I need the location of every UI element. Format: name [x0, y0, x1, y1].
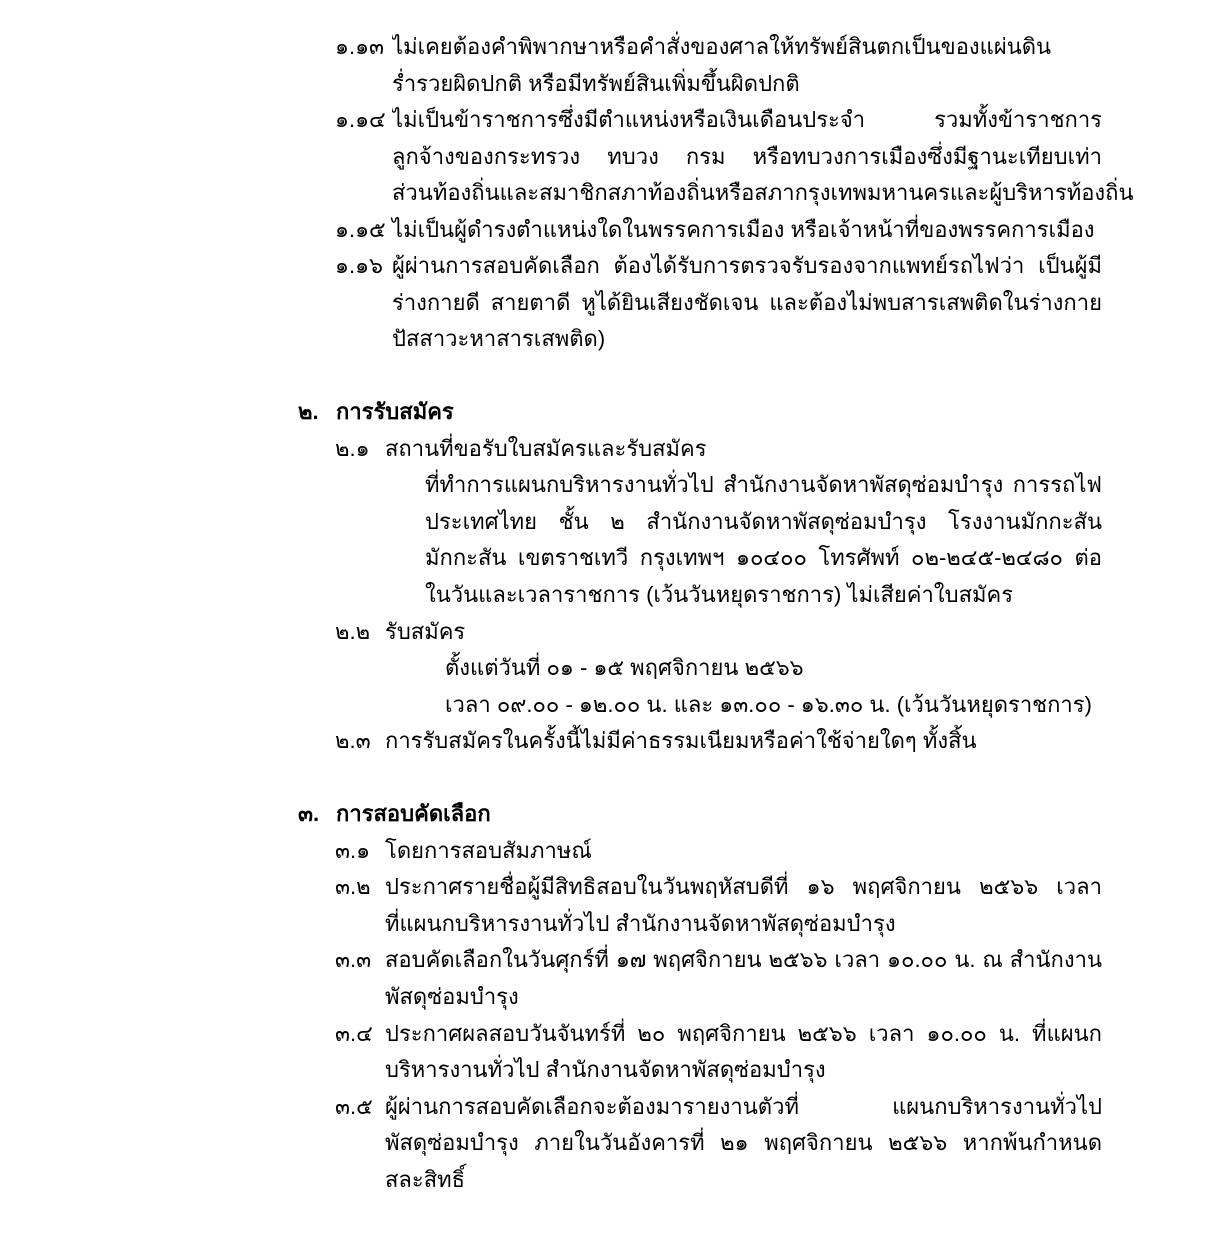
item-body-line: เวลา ๐๙.๐๐ - ๑๒.๐๐ น. และ ๑๓.๐๐ - ๑๖.๓๐ น. (เว้นวันหยุดราชการ) — [445, 691, 1092, 717]
item-text-line: การรับสมัครในครั้งนี้ไม่มีค่าธรรมเนียมหรือค่าใช้จ่ายใดๆ ทั้งสิ้น — [385, 728, 977, 754]
item-text-line: ปัสสาวะหาสารเสพติด) — [392, 326, 606, 351]
item-text-line: ที่แผนกบริหารงานทั่วไป สำนักงานจัดหาพัสดุซ่อมบำรุง — [385, 910, 896, 936]
item-text-line: โดยการสอบสัมภาษณ์ — [385, 837, 592, 863]
item-number: ๓.๕ — [335, 1093, 373, 1119]
item-text-line: ไม่เคยต้องคำพิพากษาหรือคำสั่งของศาลให้ทรัพย์สินตกเป็นของแผ่นดิน — [392, 34, 1052, 59]
item-body-line: ในวันและเวลาราชการ (เว้นวันหยุดราชการ) ไม่เสียค่าใบสมัคร — [425, 582, 1014, 607]
item-text-line: สอบคัดเลือกในวันศุกร์ที่ ๑๗ พฤศจิกายน ๒๕๖๖ เวลา ๑๐.๐๐ น. ณ สำนักงาน — [385, 947, 1102, 973]
item-body-line: ที่ทำการแผนกบริหารงานทั่วไป สำนักงานจัดหาพัสดุซ่อมบำรุง การรถไฟ — [425, 472, 1102, 498]
item-body-line: ตั้งแต่วันที่ ๐๑ - ๑๕ พฤศจิกายน ๒๕๖๖ — [445, 655, 804, 681]
item-body-line: มักกะสัน เขตราชเทวี กรุงเทพฯ ๑๐๔๐๐ โทรศัพท์ ๐๒-๒๔๕-๒๔๘๐ ต่อ — [425, 545, 1102, 571]
item-number: ๑.๑๖ — [335, 253, 384, 278]
item-text-line: บริหารงานทั่วไป สำนักงานจัดหาพัสดุซ่อมบำรุง — [385, 1057, 826, 1083]
item-text-line: ร่ำรวยผิดปกติ หรือมีทรัพย์สินเพิ่มขึ้นผิดปกติ — [392, 70, 800, 96]
item-number: ๓.๔ — [335, 1020, 373, 1046]
item-text-line: ร่างกายดี สายตาดี หูได้ยินเสียงชัดเจน และต้องไม่พบสารเสพติดในร่างกาย — [392, 289, 1102, 315]
item-text-line: ส่วนท้องถิ่นและสมาชิกสภาท้องถิ่นหรือสภากรุงเทพมหานครและผู้บริหารท้องถิ่น — [392, 180, 1134, 205]
item-number: ๒.๓ — [335, 728, 371, 754]
item-number: ๒.๒ — [335, 618, 371, 644]
section-heading: การสอบคัดเลือก — [336, 801, 491, 826]
item-number: ๓.๑ — [335, 837, 371, 863]
item-text-line: สถานที่ขอรับใบสมัครและรับสมัคร — [385, 435, 707, 461]
item-text-line: ประกาศผลสอบวันจันทร์ที่ ๒๐ พฤศจิกายน ๒๕๖๖ เวลา ๑๐.๐๐ น. ที่แผนก — [385, 1020, 1102, 1046]
item-number: ๓.๓ — [335, 947, 372, 973]
item-text-line: ไม่เป็นผู้ดำรงตำแหน่งใดในพรรคการเมือง หรือเจ้าหน้าที่ของพรรคการเมือง — [392, 216, 1095, 242]
item-number: ๑.๑๓ — [335, 34, 385, 59]
item-text-line: รับสมัคร — [385, 618, 466, 644]
section-number: ๒. — [298, 399, 319, 424]
section-heading: การรับสมัคร — [336, 399, 454, 424]
item-body-line: ประเทศไทย ชั้น ๒ สำนักงานจัดหาพัสดุซ่อมบำรุง โรงงานมักกะสัน — [425, 508, 1102, 534]
item-number: ๒.๑ — [335, 435, 370, 461]
item-text-line: ลูกจ้างของกระทรวง ทบวง กรม หรือทบวงการเมืองซึ่งมีฐานะเทียบเท่า — [392, 143, 1102, 169]
item-number: ๓.๒ — [335, 874, 371, 900]
section-number: ๓. — [298, 801, 320, 826]
item-text-line: ผู้ผ่านการสอบคัดเลือกจะต้องมารายงานตัวที่ แผนกบริหารงานทั่วไป — [385, 1093, 1102, 1119]
item-text-line: ไม่เป็นข้าราชการซึ่งมีตำแหน่งหรือเงินเดือนประจำ รวมทั้งข้าราชการ — [392, 107, 1102, 132]
item-text-line: ผู้ผ่านการสอบคัดเลือก ต้องได้รับการตรวจรับรองจากแพทย์รถไฟว่า เป็นผู้มี — [392, 253, 1102, 278]
item-text-line: สละสิทธิ์ — [385, 1167, 466, 1192]
item-number: ๑.๑๔ — [335, 107, 386, 132]
item-text-line: พัสดุซ่อมบำรุง — [385, 984, 519, 1009]
item-text-line: ประกาศรายชื่อผู้มีสิทธิสอบในวันพฤหัสบดีที่ ๑๖ พฤศจิกายน ๒๕๖๖ เวลา — [385, 874, 1102, 900]
item-number: ๑.๑๕ — [335, 216, 386, 242]
item-text-line: พัสดุซ่อมบำรุง ภายในวันอังคารที่ ๒๑ พฤศจิกายน ๒๕๖๖ หากพ้นกำหนด — [385, 1130, 1102, 1156]
